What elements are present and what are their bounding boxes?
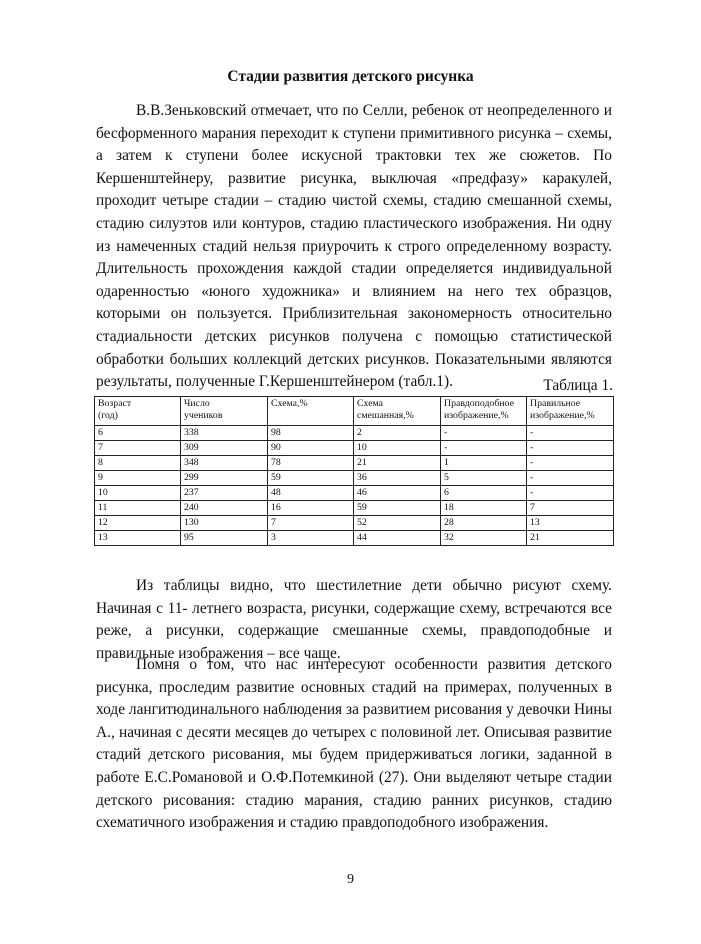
table-cell: 9 xyxy=(95,471,181,486)
table-cell: - xyxy=(527,426,614,441)
table-cell: 3 xyxy=(268,531,354,546)
table-cell: 59 xyxy=(354,501,441,516)
table-row xyxy=(95,441,614,456)
table-header-row xyxy=(95,397,614,426)
table-body xyxy=(95,397,614,546)
table-cell: 5 xyxy=(441,471,527,486)
table-cell: 21 xyxy=(527,531,614,546)
table-cell: 309 xyxy=(181,441,268,456)
table-cell: 240 xyxy=(181,501,268,516)
table-row xyxy=(95,471,614,486)
table-row xyxy=(95,456,614,471)
table-cell: - xyxy=(527,456,614,471)
paragraph-intro: В.В.Зеньковский отмечает, что по Селли, ребенок от неопределенного и бесформенного марания переходит к ступени примитивного рисунка – схемы, а затем к ступени более искусной трактовки тех же сюжетов. По Кершенштейнеру, развитие рисунка, выключая «предфазу» каракулей, проходит четыре стадии – стадию чистой схемы, стадию смешанной схемы, стадию силуэтов или контуров, стадию пластического изображения. Ни одну из намеченных стадий нельзя приурочить к строго определенному возрасту. Длительность прохождения каждой стадии определяется индивидуальной одаренностью «юного художника» и влиянием на него тех образцов, которыми он пользуется. Приблизительная закономерность относительно стадиальности детских рисунков получена с помощью статистической обработки больших коллекций детских рисунков. Показательными являются результаты, полученные Г.Кершенштейнером (табл.1). xyxy=(96,102,612,391)
table-header-cell: Возраст (год) xyxy=(95,397,181,426)
table-cell: 7 xyxy=(268,516,354,531)
table-cell: 10 xyxy=(95,486,181,501)
table-cell: 7 xyxy=(95,441,181,456)
table-row xyxy=(95,486,614,501)
table-cell: 10 xyxy=(354,441,441,456)
table-cell: 13 xyxy=(95,531,181,546)
table-cell: 78 xyxy=(268,456,354,471)
table-cell: - xyxy=(441,426,527,441)
table-cell: 338 xyxy=(181,426,268,441)
table-header-cell: Схема смешанная,% xyxy=(354,397,441,426)
table-cell: - xyxy=(441,441,527,456)
paragraph-table-conclusion: Из таблицы видно, что шестилетние дети обычно рисуют схему. Начиная с 11- летнего возраста, рисунки, содержащие схему, встречаются все реже, а рисунки, содержащие смешанные схемы, правдоподобные и правильные изображения – все чаще. xyxy=(96,577,612,662)
table-cell: 36 xyxy=(354,471,441,486)
table-cell: - xyxy=(527,441,614,456)
stages-table xyxy=(94,396,614,546)
table-cell: 16 xyxy=(268,501,354,516)
table-header-cell: Правильное изображение,% xyxy=(527,397,614,426)
table-caption: Таблица 1. xyxy=(543,377,613,394)
table-cell: 52 xyxy=(354,516,441,531)
table-cell: 46 xyxy=(354,486,441,501)
table-cell: 48 xyxy=(268,486,354,501)
table-row xyxy=(95,501,614,516)
table-cell: 7 xyxy=(527,501,614,516)
table-cell: 6 xyxy=(441,486,527,501)
table-cell: 11 xyxy=(95,501,181,516)
table-cell: 32 xyxy=(441,531,527,546)
table-cell: 299 xyxy=(181,471,268,486)
table-cell: 28 xyxy=(441,516,527,531)
table-cell: 8 xyxy=(95,456,181,471)
table-cell: 98 xyxy=(268,426,354,441)
table-row xyxy=(95,516,614,531)
page-title: Стадии развития детского рисунка xyxy=(227,68,474,85)
table-cell: 6 xyxy=(95,426,181,441)
table-header-cell: Правдоподобное изображение,% xyxy=(441,397,527,426)
table-cell: 18 xyxy=(441,501,527,516)
table-cell: 237 xyxy=(181,486,268,501)
table-cell: - xyxy=(527,486,614,501)
table-cell: 12 xyxy=(95,516,181,531)
table-cell: - xyxy=(527,471,614,486)
table-cell: 2 xyxy=(354,426,441,441)
table-header-cell: Схема,% xyxy=(268,397,354,426)
table-header-cell: Число учеников xyxy=(181,397,268,426)
table-cell: 21 xyxy=(354,456,441,471)
page-number: 9 xyxy=(347,872,354,887)
table-cell: 90 xyxy=(268,441,354,456)
paragraph-observation: Помня о том, что нас интересуют особенности развития детского рисунка, проследим развитие основных стадий на примерах, полученных в ходе лангитюдинального наблюдения за развитием рисования у девочки Нины А., начиная с десяти месяцев до четырех с половиной лет. Описывая развитие стадий детского рисования, мы будем придерживаться логики, заданной в работе Е.С.Романовой и О.Ф.Потемкиной (27). Они выделяют четыре стадии детского рисования: стадию марания, стадию ранних рисунков, стадию схематичного изображения и стадию правдоподобного изображения. xyxy=(96,656,612,832)
table-cell: 1 xyxy=(441,456,527,471)
table-cell: 59 xyxy=(268,471,354,486)
table-cell: 13 xyxy=(527,516,614,531)
table-cell: 130 xyxy=(181,516,268,531)
table-cell: 95 xyxy=(181,531,268,546)
table-cell: 348 xyxy=(181,456,268,471)
table-row xyxy=(95,426,614,441)
table-cell: 44 xyxy=(354,531,441,546)
table-row xyxy=(95,531,614,546)
